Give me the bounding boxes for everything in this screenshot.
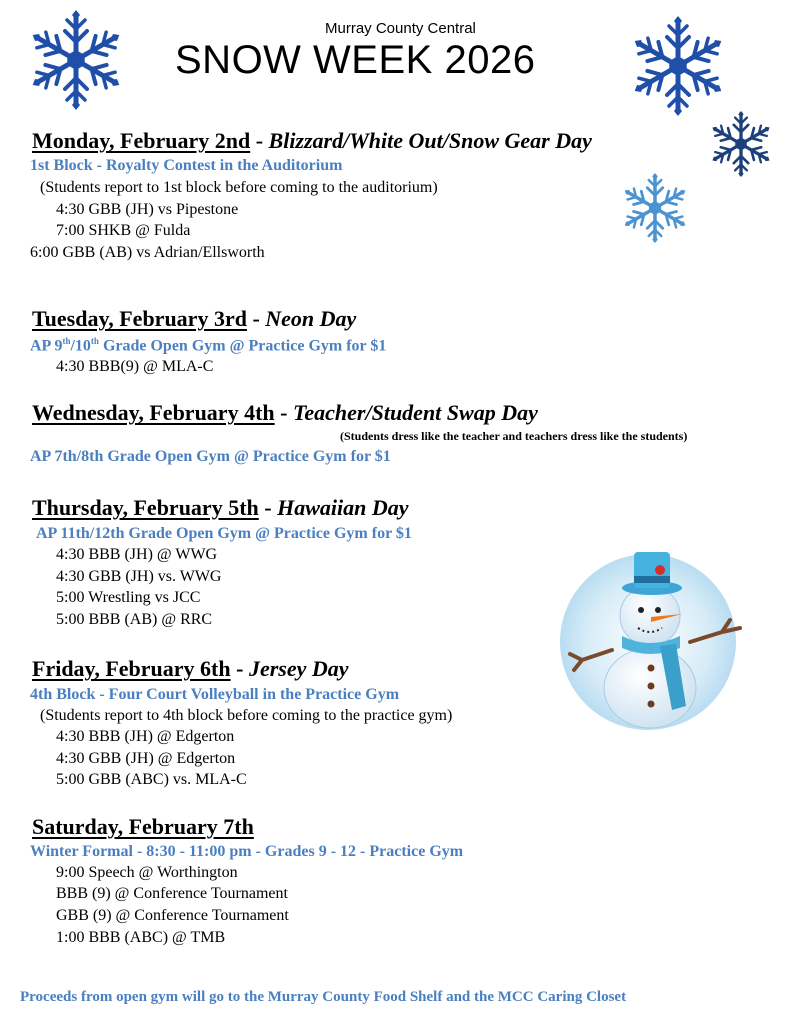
day-theme: Teacher/Student Swap Day (292, 400, 538, 425)
schedule-item: 6:00 GBB (AB) vs Adrian/Ellsworth (30, 244, 265, 261)
schedule-item: GBB (9) @ Conference Tournament (56, 907, 289, 924)
snowflake-icon (620, 168, 690, 248)
day-heading-thursday: Thursday, February 5th - Hawaiian Day (32, 495, 409, 520)
day-date: Friday, February 6th (32, 656, 231, 681)
schedule-item: 4:30 GBB (JH) @ Edgerton (56, 750, 236, 767)
day-heading-monday: Monday, February 2nd - Blizzard/White Out/Snow Gear Day (32, 128, 592, 153)
schedule-item: 5:00 Wrestling vs JCC (56, 589, 201, 606)
event-line: 1st Block - Royalty Contest in the Auditorium (30, 157, 343, 174)
event-line: AP 11th/12th Grade Open Gym @ Practice Gym for $1 (36, 525, 412, 542)
schedule-item: 4:30 GBB (JH) vs. WWG (56, 568, 222, 585)
note-line: (Students report to 4th block before coming to the practice gym) (40, 707, 453, 724)
day-heading-wednesday: Wednesday, February 4th - Teacher/Student Swap Day (32, 400, 538, 425)
schedule-item: 4:30 BBB (JH) @ WWG (56, 546, 218, 563)
schedule-item: 4:30 BBB (JH) @ Edgerton (56, 728, 235, 745)
schedule-item: 1:00 BBB (ABC) @ TMB (56, 929, 226, 946)
schedule-item: BBB (9) @ Conference Tournament (56, 885, 288, 902)
schedule-item: 4:30 BBB(9) @ MLA-C (56, 358, 214, 375)
page-title: SNOW WEEK 2026 (175, 38, 536, 82)
schedule-item: 9:00 Speech @ Worthington (56, 864, 238, 881)
snowman-illustration (530, 520, 770, 760)
day-heading-saturday (32, 814, 254, 840)
snowflake-icon (628, 14, 728, 118)
event-line: Winter Formal - 8:30 - 11:00 pm - Grades 9 - 12 - Practice Gym (30, 843, 464, 860)
day-date: Saturday, February 7th (32, 814, 254, 839)
day-theme: Blizzard/White Out/Snow Gear Day (268, 128, 592, 153)
day-date: Tuesday, February 3rd (32, 306, 247, 331)
event-line: AP 9th/10th Grade Open Gym @ Practice Gym for $1 (30, 336, 387, 355)
note-line: (Students dress like the teacher and teachers dress like the students) (340, 429, 688, 443)
event-line: AP 7th/8th Grade Open Gym @ Practice Gym for $1 (30, 448, 391, 465)
day-theme: Neon Day (265, 306, 357, 331)
footer-note: Proceeds from open gym will go to the Murray County Food Shelf and the MCC Caring Closet (20, 989, 627, 1005)
event-line: 4th Block - Four Court Volleyball in the Practice Gym (30, 686, 400, 703)
snowflake-icon (708, 108, 774, 180)
day-date: Wednesday, February 4th (32, 400, 275, 425)
schedule-item: 5:00 BBB (AB) @ RRC (56, 611, 213, 628)
schedule-item: 5:00 GBB (ABC) vs. MLA-C (56, 771, 247, 788)
day-date: Thursday, February 5th (32, 495, 259, 520)
org-name: Murray County Central (325, 20, 476, 37)
day-theme: Jersey Day (248, 656, 349, 681)
day-theme: Hawaiian Day (277, 495, 409, 520)
note-line: (Students report to 1st block before coming to the auditorium) (40, 179, 438, 196)
schedule-item: 4:30 GBB (JH) vs Pipestone (56, 201, 239, 218)
day-date: Monday, February 2nd (32, 128, 251, 153)
day-heading-friday: Friday, February 6th - Jersey Day (32, 656, 349, 681)
snowflake-icon (26, 10, 126, 110)
day-heading-tuesday: Tuesday, February 3rd - Neon Day (32, 306, 357, 331)
schedule-item: 7:00 SHKB @ Fulda (56, 222, 191, 239)
